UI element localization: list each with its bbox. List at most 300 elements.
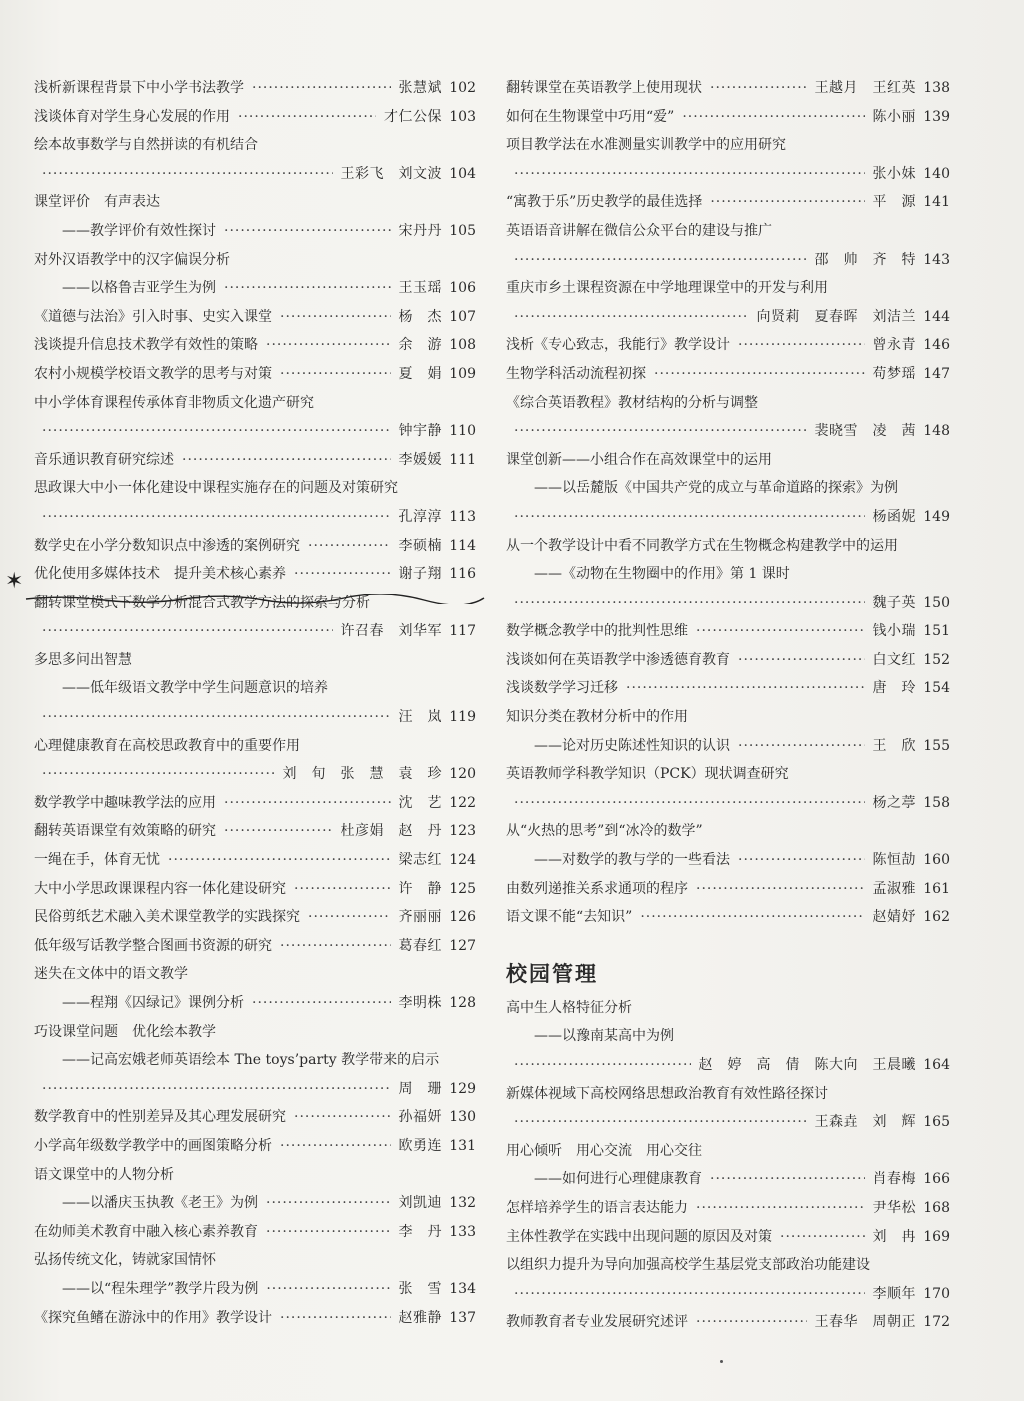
entry-title: 《道德与法治》引入时事、史实入课堂	[34, 308, 272, 325]
leader-dots	[42, 417, 391, 446]
entry-title: 数学史在小学分数知识点中渗透的案例研究	[34, 537, 300, 554]
leader-dots	[682, 103, 864, 132]
entry-title: 心理健康教育在高校思政教育中的重要作用	[34, 737, 300, 754]
toc-entry	[506, 589, 950, 618]
toc-entry	[506, 360, 950, 389]
toc-title-line	[34, 1161, 476, 1190]
toc-title-line	[34, 474, 476, 503]
toc-entry	[34, 817, 476, 846]
toc-entry	[34, 1275, 476, 1304]
entry-page-number: 161	[923, 880, 950, 897]
entry-authors: 欧勇连	[398, 1137, 442, 1154]
leader-dots	[514, 1108, 807, 1137]
toc-title-line	[34, 1046, 476, 1075]
toc-entry	[34, 532, 476, 561]
toc-title-line	[506, 532, 950, 561]
toc-entry	[34, 331, 476, 360]
entry-title: 迷失在文体中的语文教学	[34, 966, 188, 983]
entry-page-number: 148	[923, 423, 950, 440]
toc-title-line	[506, 994, 950, 1023]
toc-title-line	[506, 1137, 950, 1166]
toc-entry	[506, 417, 950, 446]
leader-dots	[514, 1051, 691, 1080]
leader-dots	[780, 1223, 865, 1252]
leader-dots	[42, 760, 275, 789]
entry-title: 多思多问出智慧	[34, 651, 132, 668]
toc-title-line	[34, 389, 476, 418]
leader-dots	[294, 1103, 391, 1132]
entry-title: 如何在生物课堂中巧用“爱”	[506, 108, 675, 125]
toc-title-line	[506, 1022, 950, 1051]
entry-page-number: 126	[449, 909, 476, 926]
entry-title: 民俗剪纸艺术融入美术课堂教学的实践探究	[34, 909, 300, 926]
entry-page-number: 113	[449, 508, 476, 525]
entry-authors: 刘 冉	[872, 1228, 916, 1245]
entry-title: ——论对历史陈述性知识的认识	[534, 737, 730, 754]
entry-page-number: 154	[923, 680, 950, 697]
entry-page-number: 108	[449, 337, 476, 354]
toc-entry	[34, 446, 476, 475]
toc-entry	[506, 875, 950, 904]
entry-title: 数学概念教学中的批判性思维	[506, 623, 688, 640]
toc-entry	[34, 303, 476, 332]
entry-title: 知识分类在教材分析中的作用	[506, 709, 688, 726]
entry-authors: 余 游	[398, 337, 442, 354]
toc-title-line	[506, 217, 950, 246]
entry-page-number: 110	[449, 423, 476, 440]
entry-title: 浅析《专心致志，我能行》教学设计	[506, 337, 730, 354]
entry-authors: 才仁公保	[384, 108, 442, 125]
entry-title: 从一个教学设计中看不同教学方式在生物概念构建教学中的运用	[506, 537, 898, 554]
entry-authors: 平 源	[872, 194, 916, 211]
entry-page-number: 130	[449, 1109, 476, 1126]
leader-dots	[514, 589, 865, 618]
toc-entry	[34, 274, 476, 303]
entry-page-number: 149	[923, 508, 950, 525]
leader-dots	[654, 360, 865, 389]
entry-page-number: 116	[449, 566, 476, 583]
entry-title: 弘扬传统文化，铸就家国情怀	[34, 1252, 216, 1269]
entry-page-number: 133	[449, 1223, 476, 1240]
entry-authors: 裴晓雪 凌 茜	[814, 423, 916, 440]
entry-page-number: 127	[449, 937, 476, 954]
leader-dots	[42, 703, 391, 732]
entry-title: 主体性教学在实践中出现问题的原因及对策	[506, 1228, 772, 1245]
entry-authors: 周 珊	[398, 1080, 442, 1097]
entry-authors: 孙福妍	[398, 1109, 442, 1126]
toc-entry	[506, 1308, 950, 1337]
toc-entry	[34, 846, 476, 875]
entry-page-number: 123	[449, 823, 476, 840]
toc-title-line	[506, 389, 950, 418]
entry-title: ——以格鲁吉亚学生为例	[62, 280, 216, 297]
entry-authors: 谢子翔	[398, 566, 442, 583]
entry-title: ——以豫南某高中为例	[534, 1028, 674, 1045]
entry-title: 一绳在手，体育无忧	[34, 852, 160, 869]
toc-title-line	[34, 188, 476, 217]
leader-dots	[308, 532, 391, 561]
entry-page-number: 124	[449, 852, 476, 869]
entry-title: 以组织力提升为导向加强高校学生基层党支部政治功能建设	[506, 1257, 870, 1274]
leader-dots	[266, 331, 391, 360]
toc-entry	[34, 74, 476, 103]
leader-dots	[294, 875, 391, 904]
entry-title: ——记高宏娥老师英语绘本 The toys’party 教学带来的启示	[62, 1052, 440, 1069]
toc-entry	[506, 1165, 950, 1194]
entry-authors: 苟梦瑶	[872, 365, 916, 382]
toc-title-line	[34, 732, 476, 761]
toc-entry	[34, 103, 476, 132]
toc-title-line	[506, 274, 950, 303]
entry-page-number: 146	[923, 337, 950, 354]
toc-entry	[506, 103, 950, 132]
entry-authors: 赵婧妤	[872, 909, 916, 926]
leader-dots	[738, 846, 865, 875]
entry-title: ——以“程朱理学”教学片段为例	[62, 1280, 259, 1297]
hand-drawn-underline	[24, 594, 486, 604]
toc-entry	[34, 1075, 476, 1104]
entry-title: ——以岳麓版《中国共产党的成立与革命道路的探索》为例	[534, 480, 898, 497]
toc-entry	[506, 246, 950, 275]
leader-dots	[266, 1189, 391, 1218]
entry-page-number: 168	[923, 1199, 950, 1216]
entry-title: 由数列递推关系求通项的程序	[506, 880, 688, 897]
entry-page-number: 120	[449, 766, 476, 783]
toc-entry	[506, 903, 950, 932]
entry-authors: 李 丹	[398, 1223, 442, 1240]
toc-entry	[34, 703, 476, 732]
toc-entry	[506, 617, 950, 646]
entry-title: 数学教育中的性别差异及其心理发展研究	[34, 1109, 286, 1126]
leader-dots	[280, 303, 391, 332]
leader-dots	[168, 846, 391, 875]
entry-title: 怎样培养学生的语言表达能力	[506, 1199, 688, 1216]
toc-entry	[506, 503, 950, 532]
entry-title: 英语语音讲解在微信公众平台的建设与推广	[506, 222, 772, 239]
entry-page-number: 160	[923, 852, 950, 869]
entry-page-number: 155	[923, 737, 950, 754]
entry-authors: 刘 旬 张 慧 袁 珍	[282, 766, 442, 783]
entry-page-number: 144	[923, 308, 950, 325]
leader-dots	[710, 74, 807, 103]
entry-page-number: 107	[449, 308, 476, 325]
section-heading: 校园管理	[506, 961, 598, 986]
entry-page-number: 166	[923, 1171, 950, 1188]
entry-authors: 沈 艺	[398, 794, 442, 811]
entry-authors: 杜彦娟 赵 丹	[340, 823, 442, 840]
toc-entry	[34, 1218, 476, 1247]
toc-entry	[34, 217, 476, 246]
toc-title-line	[34, 1246, 476, 1275]
entry-title: 项目教学法在水准测量实训教学中的应用研究	[506, 137, 786, 154]
entry-authors: 梁志红	[398, 852, 442, 869]
toc-title-line	[34, 131, 476, 160]
entry-page-number: 140	[923, 165, 950, 182]
toc-title-line	[34, 674, 476, 703]
entry-page-number: 172	[923, 1314, 950, 1331]
entry-authors: 邵 帅 齐 特	[814, 251, 916, 268]
entry-authors: 孔淳淳	[398, 508, 442, 525]
entry-page-number: 128	[449, 995, 476, 1011]
toc-title-line	[506, 1251, 950, 1280]
leader-dots	[514, 503, 865, 532]
leader-dots	[514, 303, 749, 332]
toc-title-line	[506, 446, 950, 475]
entry-page-number: 169	[923, 1228, 950, 1245]
entry-page-number: 147	[923, 365, 950, 382]
entry-page-number: 117	[449, 623, 476, 640]
leader-dots	[514, 1280, 865, 1309]
entry-title: ——对数学的教与学的一些看法	[534, 852, 730, 869]
entry-authors: 唐 玲	[872, 680, 916, 697]
entry-authors: 王越月 王红英	[814, 80, 916, 96]
entry-title: 浅谈数学学习迁移	[506, 680, 618, 697]
entry-authors: 王森垚 刘 辉	[814, 1114, 916, 1131]
entry-page-number: 139	[923, 108, 950, 125]
entry-title: 在幼师美术教育中融入核心素养教育	[34, 1223, 258, 1240]
toc-entry	[506, 1280, 950, 1309]
entry-page-number: 125	[449, 880, 476, 897]
leader-dots	[294, 560, 391, 589]
leader-dots	[514, 246, 807, 275]
entry-title: 浅析新课程背景下中小学书法教学	[34, 80, 244, 96]
entry-authors: 肖春梅	[872, 1171, 916, 1188]
entry-page-number: 138	[923, 80, 950, 96]
entry-authors: 许召春 刘华军	[340, 623, 442, 640]
toc-left-column	[34, 74, 476, 1332]
leader-dots	[224, 817, 333, 846]
entry-authors: 葛春红	[398, 937, 442, 954]
leader-dots	[224, 217, 391, 246]
entry-authors: 杨 杰	[398, 308, 442, 325]
entry-page-number: 109	[449, 365, 476, 382]
leader-dots	[280, 1132, 391, 1161]
entry-page-number: 150	[923, 594, 950, 611]
entry-title: 小学高年级数学教学中的画图策略分析	[34, 1137, 272, 1154]
entry-authors: 李硕楠	[398, 537, 442, 554]
entry-authors: 李顺年	[872, 1285, 916, 1302]
leader-dots	[252, 74, 391, 103]
entry-authors: 王玉瑶	[398, 280, 442, 297]
toc-title-line	[506, 131, 950, 160]
entry-authors: 齐丽丽	[398, 909, 442, 926]
entry-title: 优化使用多媒体技术 提升美术核心素养	[34, 566, 286, 583]
entry-page-number: 103	[449, 108, 476, 125]
leader-dots	[224, 789, 391, 818]
toc-entry	[34, 360, 476, 389]
toc-entry	[34, 1189, 476, 1218]
entry-authors: 李明株	[398, 995, 442, 1011]
toc-title-line	[506, 760, 950, 789]
toc-entry	[34, 903, 476, 932]
entry-title: 《探究鱼鳍在游泳中的作用》教学设计	[34, 1309, 272, 1326]
entry-title: 音乐通识教育研究综述	[34, 451, 174, 468]
toc-right-column	[506, 74, 950, 1337]
toc-entry	[506, 1194, 950, 1223]
leader-dots	[514, 160, 865, 189]
entry-authors: 赵 婷 高 倩 陈大向 王晨曦	[698, 1057, 916, 1073]
entry-authors: 汪 岚	[398, 709, 442, 726]
entry-page-number: 131	[449, 1137, 476, 1154]
entry-title: 翻转英语课堂有效策略的研究	[34, 823, 216, 840]
entry-title: 数学教学中趣味教学法的应用	[34, 794, 216, 811]
entry-authors: 王 欣	[872, 737, 916, 754]
entry-title: 英语教师学科教学知识（PCK）现状调查研究	[506, 766, 789, 783]
toc-title-line	[506, 703, 950, 732]
toc-entry	[506, 646, 950, 675]
entry-title: 翻转课堂模式下数学分析混合式教学方法的探索与分析	[34, 594, 370, 611]
leader-dots	[738, 646, 865, 675]
entry-authors: 陈恒劼	[872, 852, 916, 869]
entry-title: 语文课堂中的人物分析	[34, 1166, 174, 1183]
toc-title-line	[506, 560, 950, 589]
entry-title: 浅谈提升信息技术教学有效性的策略	[34, 337, 258, 354]
leader-dots	[280, 932, 391, 961]
toc-entry	[506, 1223, 950, 1252]
toc-entry	[506, 674, 950, 703]
entry-title: ——程翔《囚绿记》课例分析	[62, 995, 244, 1011]
leader-dots	[640, 903, 864, 932]
entry-title: ——教学评价有效性探讨	[62, 222, 216, 239]
entry-page-number: 151	[923, 623, 950, 640]
entry-title: 课堂评价 有声表达	[34, 194, 160, 211]
toc-entry	[506, 1051, 950, 1080]
leader-dots	[42, 617, 333, 646]
leader-dots	[738, 732, 865, 761]
toc-entry	[34, 1103, 476, 1132]
entry-page-number: 119	[449, 709, 476, 726]
entry-authors: 赵雅静	[398, 1309, 442, 1326]
toc-title-line	[34, 960, 476, 989]
entry-title: 教师教育者专业发展研究述评	[506, 1314, 688, 1331]
entry-page-number: 164	[923, 1057, 950, 1073]
toc-title-line	[506, 474, 950, 503]
leader-dots	[696, 1194, 865, 1223]
entry-authors: 白文红	[872, 651, 916, 668]
toc-entry	[34, 617, 476, 646]
entry-authors: 向贤莉 夏春晖 刘洁兰	[756, 308, 916, 325]
toc-entry	[506, 846, 950, 875]
entry-title: 翻转课堂在英语教学上使用现状	[506, 80, 702, 96]
entry-page-number: 170	[923, 1285, 950, 1302]
toc-title-line	[506, 1080, 950, 1109]
toc-title-line	[34, 1018, 476, 1047]
entry-authors: 张 雪	[398, 1280, 442, 1297]
toc-entry	[34, 789, 476, 818]
entry-authors: 杨之葶	[872, 794, 916, 811]
entry-authors: 刘凯迪	[398, 1195, 442, 1212]
entry-authors: 李媛媛	[398, 451, 442, 468]
leader-dots	[266, 1275, 390, 1304]
toc-entry	[506, 188, 950, 217]
entry-title: 从“火热的思考”到“冰冷的数学”	[506, 823, 703, 840]
entry-authors: 尹华松	[872, 1199, 916, 1216]
entry-authors: 杨函妮	[872, 508, 916, 525]
leader-dots	[710, 1165, 865, 1194]
entry-title: 思政课大中小一体化建设中课程实施存在的问题及对策研究	[34, 480, 398, 497]
hand-drawn-star-mark: ✶	[5, 569, 24, 594]
leader-dots	[280, 1304, 391, 1333]
toc-entry	[34, 989, 476, 1018]
entry-authors: 钱小瑞	[872, 623, 916, 640]
leader-dots	[238, 103, 376, 132]
leader-dots	[224, 274, 391, 303]
entry-page-number: 152	[923, 651, 950, 668]
toc-entry	[34, 160, 476, 189]
entry-page-number: 104	[449, 165, 476, 182]
toc-entry	[34, 932, 476, 961]
entry-authors: 张小妹	[872, 165, 916, 182]
entry-title: ——《动物在生物圈中的作用》第 1 课时	[534, 566, 790, 583]
entry-authors: 王春华 周朝正	[814, 1314, 916, 1331]
entry-title: 浅谈体育对学生身心发展的作用	[34, 108, 230, 125]
toc-entry	[34, 503, 476, 532]
entry-authors: 魏子英	[872, 594, 916, 611]
leader-dots	[308, 903, 391, 932]
entry-page-number: 122	[449, 794, 476, 811]
entry-title: 生物学科活动流程初探	[506, 365, 646, 382]
leader-dots	[280, 360, 391, 389]
entry-page-number: 114	[449, 537, 476, 554]
entry-page-number: 137	[449, 1309, 476, 1326]
entry-page-number: 162	[923, 909, 950, 926]
entry-title: ——以潘庆玉执教《老王》为例	[62, 1195, 258, 1212]
leader-dots	[696, 1308, 807, 1337]
toc-entry	[506, 331, 950, 360]
leader-dots	[696, 875, 865, 904]
entry-title: 课堂创新——小组合作在高效课堂中的运用	[506, 451, 772, 468]
toc-entry	[34, 560, 476, 589]
entry-page-number: 134	[449, 1280, 476, 1297]
leader-dots	[626, 674, 865, 703]
entry-page-number: 132	[449, 1195, 476, 1212]
entry-page-number: 141	[923, 194, 950, 211]
leader-dots	[738, 331, 865, 360]
entry-title: ——低年级语文教学中学生问题意识的培养	[62, 680, 328, 697]
toc-entry	[506, 789, 950, 818]
leader-dots	[514, 789, 865, 818]
page-speck	[720, 1360, 723, 1363]
entry-title: 高中生人格特征分析	[506, 999, 632, 1016]
entry-authors: 宋丹丹	[398, 222, 442, 239]
toc-entry	[506, 1108, 950, 1137]
leader-dots	[42, 160, 333, 189]
toc-entry	[34, 417, 476, 446]
entry-title: “寓教于乐”历史教学的最佳选择	[506, 194, 703, 211]
toc-entry	[506, 303, 950, 332]
toc-entry	[506, 74, 950, 103]
entry-page-number: 102	[449, 80, 476, 96]
toc-title-line	[506, 817, 950, 846]
entry-authors: 钟宇静	[398, 423, 442, 440]
entry-page-number: 111	[449, 451, 476, 468]
leader-dots	[42, 1075, 391, 1104]
leader-dots	[514, 417, 807, 446]
entry-authors: 孟淑雅	[872, 880, 916, 897]
entry-title: 农村小规模学校语文教学的思考与对策	[34, 365, 272, 382]
toc-entry	[506, 732, 950, 761]
leader-dots	[42, 503, 391, 532]
toc-entry	[34, 1132, 476, 1161]
entry-title: 用心倾听 用心交流 用心交往	[506, 1142, 702, 1159]
entry-title: 中小学体育课程传承体育非物质文化遗产研究	[34, 394, 314, 411]
entry-authors: 夏 娟	[398, 365, 442, 382]
toc-entry	[34, 1304, 476, 1333]
leader-dots	[696, 617, 865, 646]
entry-title: 浅谈如何在英语教学中渗透德育教育	[506, 651, 730, 668]
entry-title: 重庆市乡土课程资源在中学地理课堂中的开发与利用	[506, 280, 828, 297]
entry-authors: 王彩飞 刘文波	[340, 165, 442, 182]
